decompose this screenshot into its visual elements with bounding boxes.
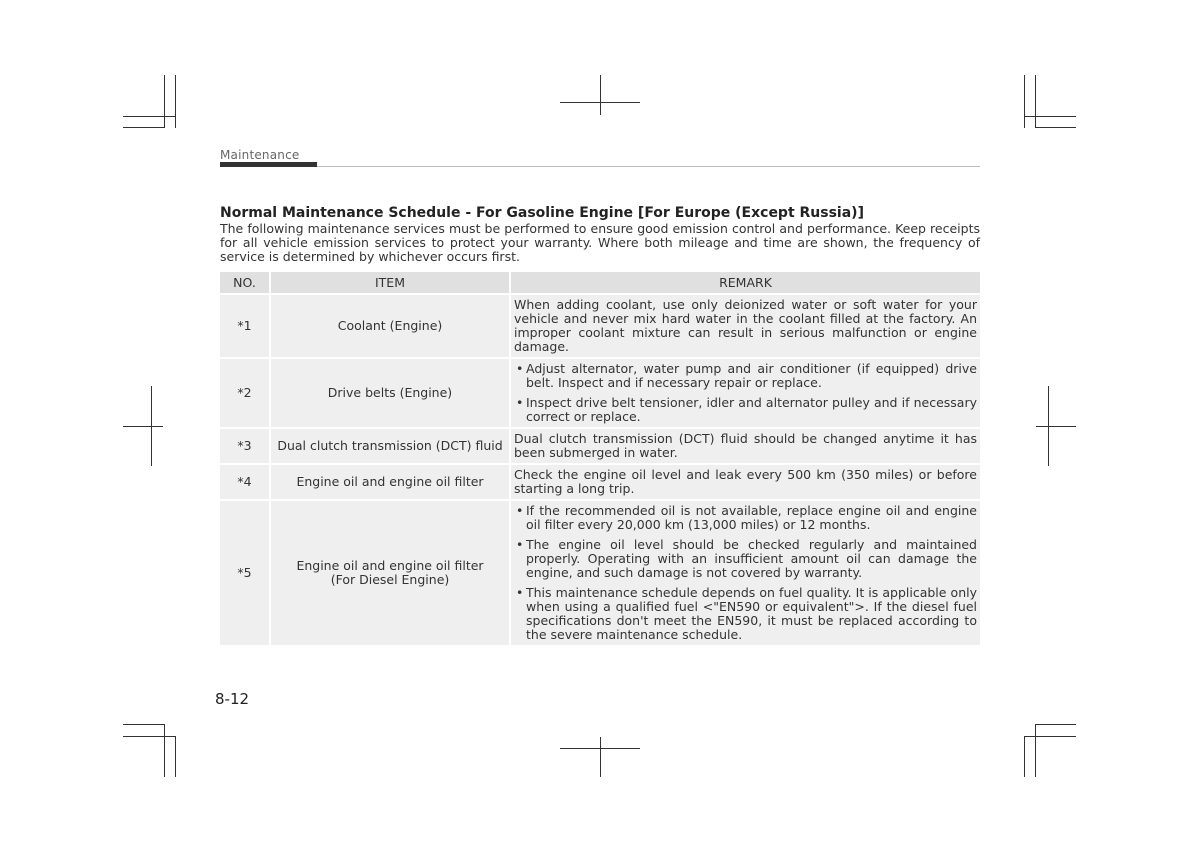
row-remark: When adding coolant, use only deionized water or soft water for your vehicle and never mix hard water in the coolant filled at the factory. An improper coolant mixture can result in serious malfunction or engine damage. (511, 295, 980, 359)
remark-bullet: • If the recommended oil is not available, replace engine oil and engine oil filter every 20,000 km (13,000 miles) or 12 months. (514, 504, 977, 532)
crop-mark (123, 116, 175, 117)
header-no: NO. (220, 272, 271, 295)
maintenance-table (220, 272, 980, 647)
crop-mark (560, 748, 640, 749)
table-row (220, 429, 980, 465)
crop-mark (600, 75, 601, 115)
remark-list (514, 504, 977, 642)
crop-mark (123, 127, 164, 128)
section-bar (220, 162, 317, 167)
crop-mark (175, 75, 176, 128)
remark-list (514, 362, 977, 424)
row-remark: Check the engine oil level and leak every 500 km (350 miles) or before starting a long trip. (511, 465, 980, 501)
row-item: Drive belts (Engine) (271, 359, 511, 429)
row-item (271, 501, 511, 647)
table-header-row (220, 272, 980, 295)
crop-mark (123, 426, 163, 427)
page-number: 8-12 (215, 690, 250, 708)
intro-paragraph: The following maintenance services must be performed to ensure good emission control and performance. Keep receipts for all vehicle emission services to protect your warranty. Where both mileage and time are shown, the frequency of service is determined by whichever occurs first. (220, 221, 980, 264)
row-number: *3 (220, 429, 271, 465)
header-remark: REMARK (511, 272, 980, 295)
crop-mark (1035, 75, 1036, 128)
row-item-line: Engine oil and engine oil filter (296, 558, 484, 573)
remark-bullet: • Inspect drive belt tensioner, idler and alternator pulley and if necessary correct or replace. (514, 396, 977, 424)
row-item: Dual clutch transmission (DCT) fluid (271, 429, 511, 465)
crop-mark (175, 736, 176, 777)
row-item: Coolant (Engine) (271, 295, 511, 359)
crop-mark (600, 737, 601, 777)
table-row (220, 501, 980, 647)
crop-mark (1035, 127, 1076, 128)
row-number: *2 (220, 359, 271, 429)
row-number: *1 (220, 295, 271, 359)
crop-mark (123, 724, 164, 725)
section-divider (317, 166, 980, 167)
remark-bullet: • Adjust alternator, water pump and air conditioner (if equipped) drive belt. Inspect and if necessary repair or replace. (514, 362, 977, 390)
row-item: Engine oil and engine oil filter (271, 465, 511, 501)
crop-mark (1024, 75, 1025, 128)
row-remark (511, 359, 980, 429)
crop-mark (1024, 116, 1076, 117)
page-title: Normal Maintenance Schedule - For Gasoline Engine [For Europe (Except Russia)] (220, 205, 864, 221)
row-remark: Dual clutch transmission (DCT) fluid should be changed anytime it has been submerged in water. (511, 429, 980, 465)
crop-mark (1024, 736, 1076, 737)
section-label: Maintenance (220, 148, 300, 162)
header-item: ITEM (271, 272, 511, 295)
crop-mark (1035, 724, 1076, 725)
crop-mark (560, 102, 640, 103)
row-number: *4 (220, 465, 271, 501)
crop-mark (123, 736, 175, 737)
remark-bullet: • This maintenance schedule depends on fuel quality. It is applicable only when using a qualified fuel <"EN590 or equivalent">. If the diesel fuel specifications don't meet the EN590, it must be replaced according to the severe maintenance schedule. (514, 586, 977, 642)
crop-mark (1035, 724, 1036, 777)
crop-mark (1036, 426, 1076, 427)
table-row (220, 465, 980, 501)
row-item-line: (For Diesel Engine) (330, 572, 450, 587)
remark-bullet: • The engine oil level should be checked regularly and maintained properly. Operating with an insufficient amount oil can damage the engine, and such damage is not covered by warranty. (514, 538, 977, 580)
row-remark (511, 501, 980, 647)
table-row (220, 359, 980, 429)
crop-mark (164, 75, 165, 128)
crop-mark (164, 724, 165, 777)
row-number: *5 (220, 501, 271, 647)
crop-mark (1024, 736, 1025, 777)
table-row (220, 295, 980, 359)
